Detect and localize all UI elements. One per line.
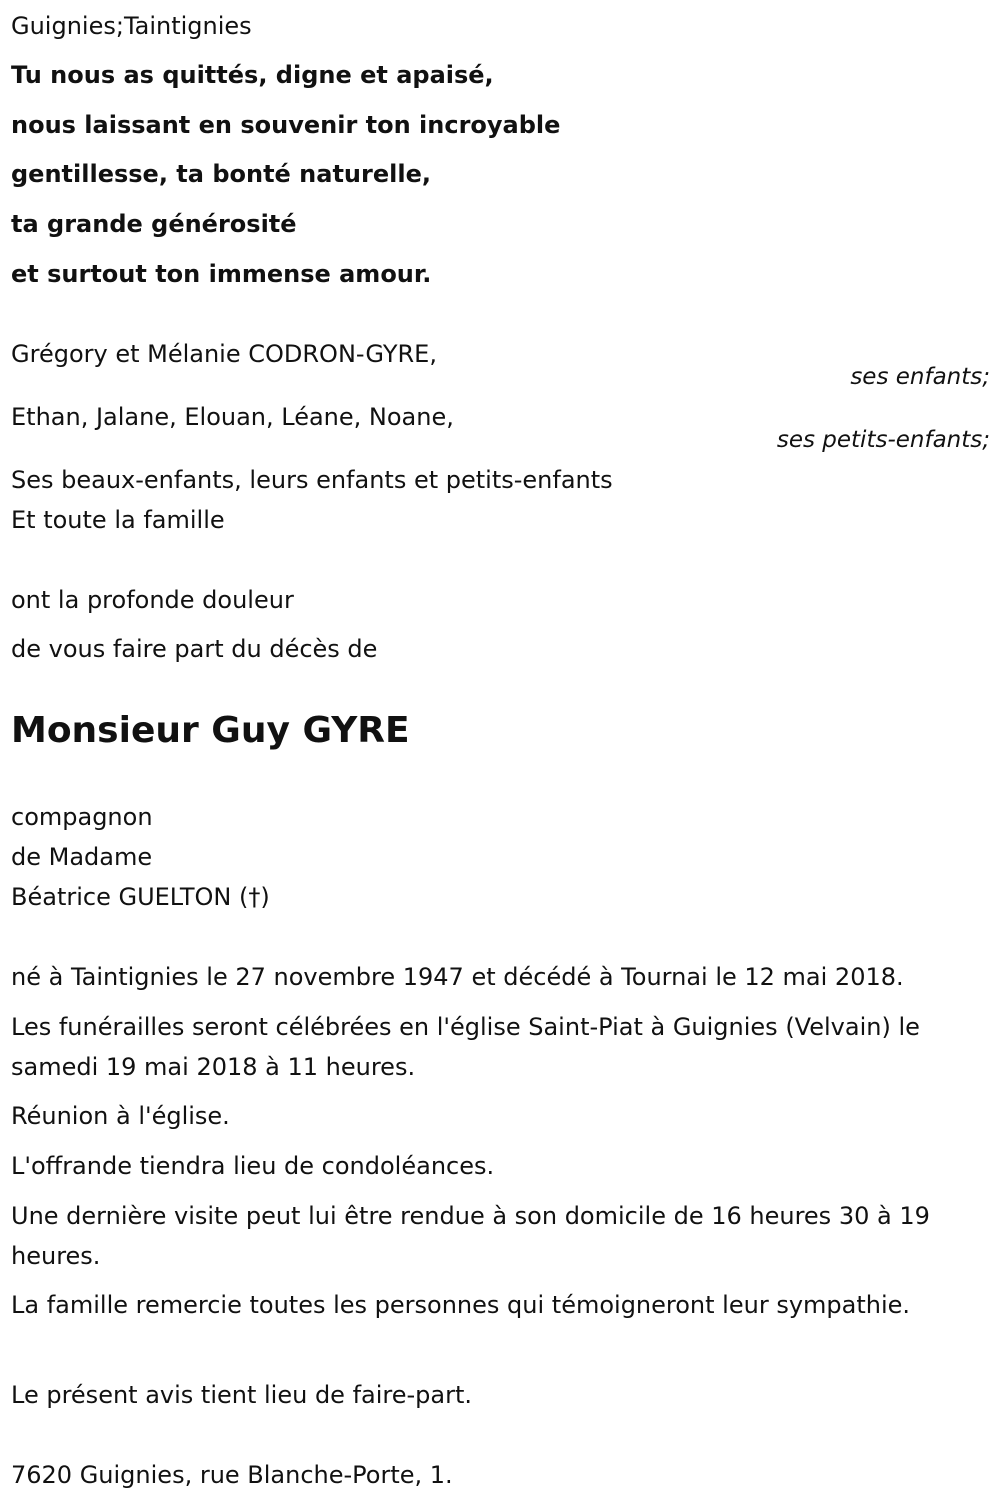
poem-line-1: Tu nous as quittés, digne et apaisé, bbox=[11, 61, 494, 89]
poem-line-3: gentillesse, ta bonté naturelle, bbox=[11, 160, 431, 188]
poem-line-5: et surtout ton immense amour. bbox=[11, 260, 432, 288]
funeral-info: Les funérailles seront célébrées en l'église Saint-Piat à Guignies (Velvain) le samedi 19 mai 2018 à 11 heures. bbox=[11, 1013, 920, 1081]
announcement-line-2: de vous faire part du décès de bbox=[11, 635, 378, 663]
poem-line-2: nous laissant en souvenir ton incroyable bbox=[11, 111, 561, 139]
visit-info: Une dernière visite peut lui être rendue à son domicile de 16 heures 30 à 19 heures. bbox=[11, 1202, 930, 1270]
place-header: Guignies;Taintignies bbox=[11, 12, 252, 40]
grandchildren-names: Ethan, Jalane, Elouan, Léane, Noane, bbox=[11, 403, 454, 431]
birth-death-dates: né à Taintignies le 27 novembre 1947 et décédé à Tournai le 12 mai 2018. bbox=[11, 963, 904, 991]
children-role: ses enfants; bbox=[850, 364, 990, 390]
offering-info: L'offrande tiendra lieu de condoléances. bbox=[11, 1152, 495, 1180]
address: 7620 Guignies, rue Blanche-Porte, 1. bbox=[11, 1461, 453, 1489]
poem-line-4: ta grande générosité bbox=[11, 210, 297, 238]
meeting-info: Réunion à l'église. bbox=[11, 1102, 230, 1130]
thanks-info: La famille remercie toutes les personnes qui témoigneront leur sympathie. bbox=[11, 1291, 911, 1319]
notice-info: Le présent avis tient lieu de faire-part. bbox=[11, 1381, 473, 1409]
companion-line-3: Béatrice GUELTON (†) bbox=[11, 883, 270, 911]
announcement-line-1: ont la profonde douleur bbox=[11, 586, 294, 614]
companion-line-1: compagnon bbox=[11, 803, 153, 831]
deceased-name: Monsieur Guy GYRE bbox=[11, 710, 410, 751]
step-family: Ses beaux-enfants, leurs enfants et petits-enfants bbox=[11, 466, 613, 494]
companion-line-2: de Madame bbox=[11, 843, 153, 871]
whole-family: Et toute la famille bbox=[11, 506, 225, 534]
children-names: Grégory et Mélanie CODRON-GYRE, bbox=[11, 340, 437, 368]
grandchildren-role: ses petits-enfants; bbox=[776, 427, 990, 453]
